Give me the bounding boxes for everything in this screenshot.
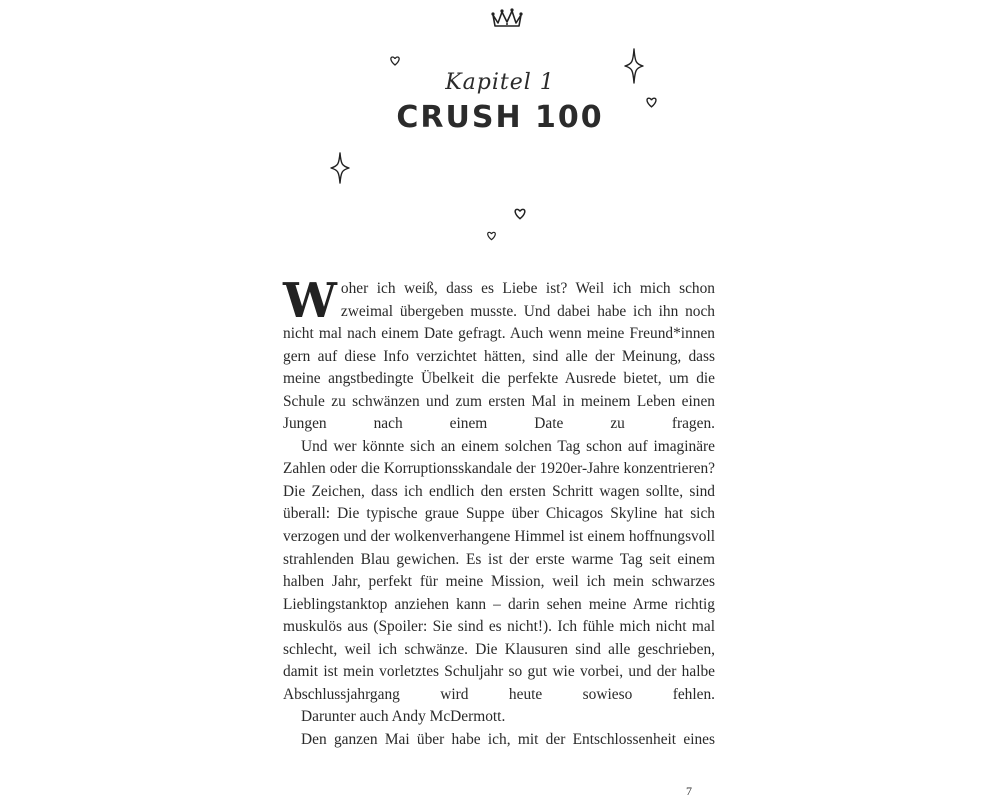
crown-icon [490,6,524,30]
paragraph: Und wer könnte sich an einem solchen Tag schon auf imaginäre Zahlen oder die Korruptionsskandale der 1920er-Jahre konzentrieren? Die Zeichen, dass ich endlich den ersten Schritt wagen sollte, sind überall: Die typische graue Suppe über Chicagos Skyline hat sich verzogen und der wolkenverhangene Himmel ist einem hoffnungsvoll strahlenden Blau gewichen. Es ist der erste warme Tag seit einem halben Jahr, perfekt für meine Mission, weil ich mein schwarzes Lieblingstanktop anziehen kann – darin sehen meine Arme richtig muskulös aus (Spoiler: Sie sind es nicht!). Ich fühle mich nicht mal schlecht, weil ich schwänze. Die Klausuren sind alle geschrieben, damit ist mein vorletztes Schuljahr so gut wie vorbei, und der halbe Abschlussjahrgang wird heute sowieso fehlen. [283,437,715,703]
chapter-body [283,273,715,751]
drop-cap: W [283,273,337,329]
heart-icon [486,230,497,242]
sparkle-icon [330,152,350,184]
heart-icon [513,207,527,221]
heart-icon [389,55,401,67]
page-number: 7 [686,784,692,798]
paragraph: Den ganzen Mai über habe ich, mit der Entschlossenheit eines [301,730,715,748]
chapter-title: CRUSH 100 [396,100,604,135]
paragraph: Darunter auch Andy McDermott. [301,708,506,726]
paragraph: Woher ich weiß, dass es Liebe ist? Weil ich mich schon zweimal übergeben musste. Und dabei habe ich ihn noch nicht mal nach einem Date gefragt. Auch wenn meine Freund*innen gern auf diese Info verzichtet hätten, sind alle der Meinung, dass meine angstbedingte Übelkeit die perfekte Ausrede bietet, um die Schule zu schwänzen und zum ersten Mal in meinem Leben einen Jungen nach einem Date zu fragen. [283,273,715,433]
chapter-label: Kapitel 1 [445,70,555,95]
